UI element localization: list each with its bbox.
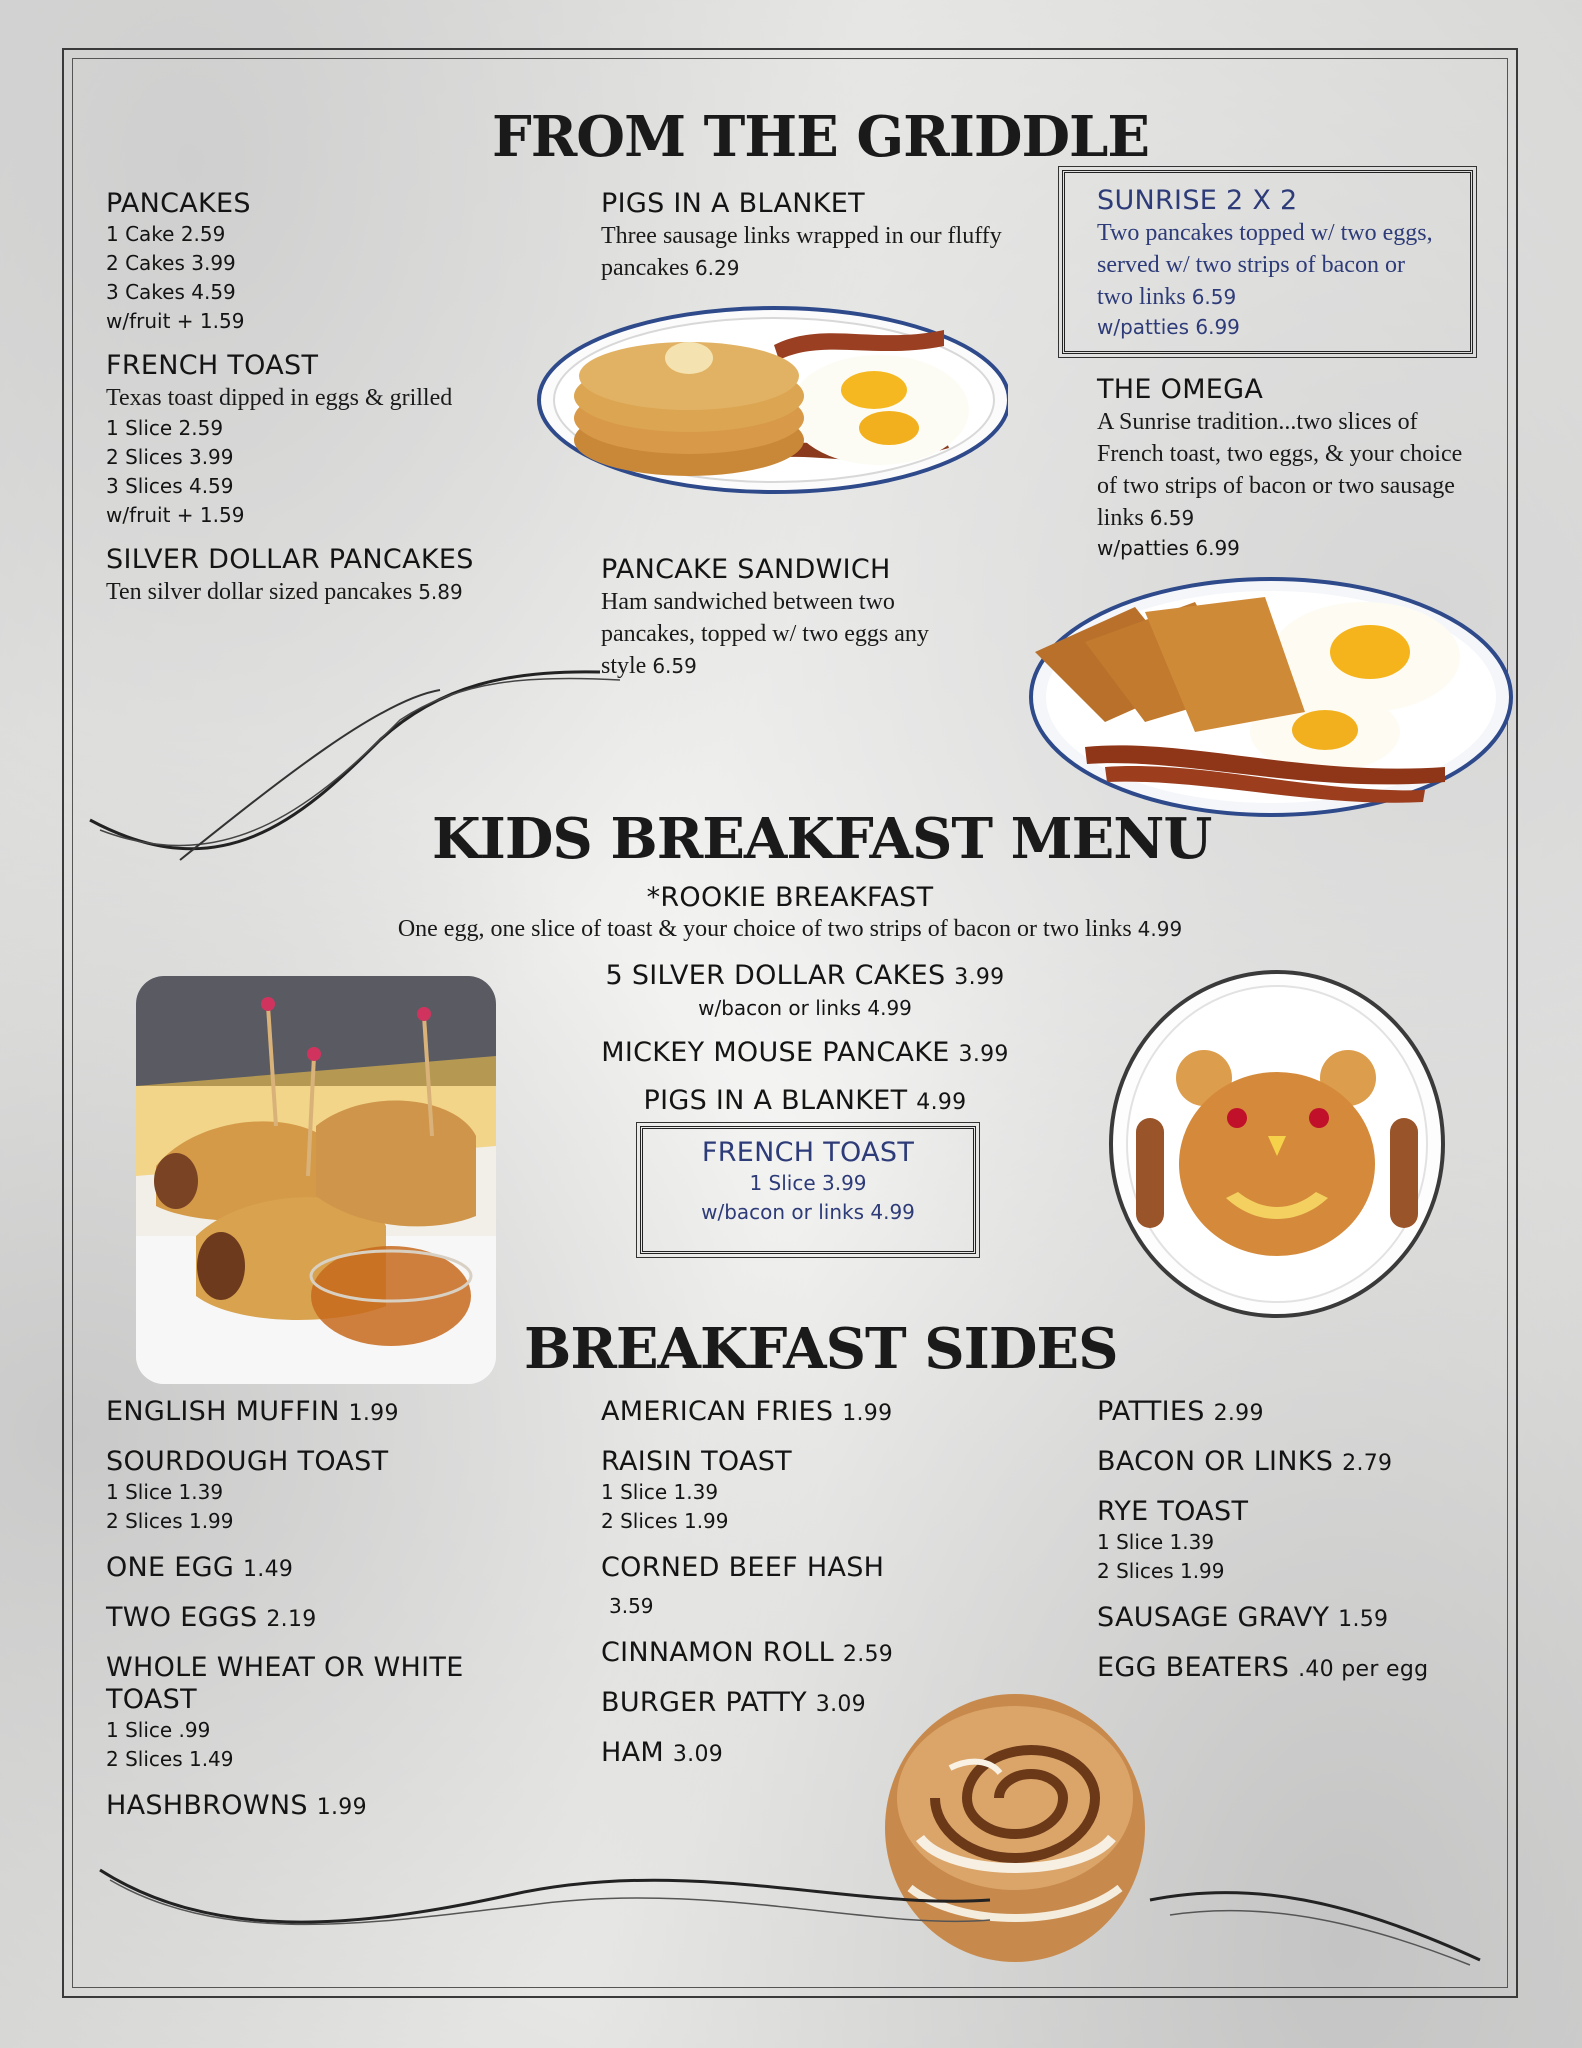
pigs-in-blanket-photo	[136, 976, 496, 1384]
pigs-title: PIGS IN A BLANKET	[601, 188, 865, 219]
pancake-sandwich-desc: Ham sandwiched between two pancakes, topped w/ two eggs any style 6.59	[601, 589, 929, 679]
side-item: CORNED BEEF HASH	[601, 1552, 885, 1583]
side-item: ONE EGG 1.49	[106, 1552, 294, 1583]
pigs-block	[601, 188, 1021, 284]
mickey-pancake-photo	[1106, 968, 1448, 1320]
sides-col-1	[106, 1396, 546, 1824]
silver-dollar-desc: Ten silver dollar sized pancakes 5.89	[106, 579, 463, 605]
omega-extra: w/patties 6.99	[1097, 536, 1240, 560]
griddle-heading: FROM THE GRIDDLE	[492, 104, 1150, 170]
french-toast-line: 2 Slices 3.99	[106, 445, 234, 469]
side-item: HASHBROWNS 1.99	[106, 1790, 367, 1821]
side-item: TWO EGGS 2.19	[106, 1602, 317, 1633]
pancakes-line: 3 Cakes 4.59	[106, 280, 236, 304]
side-item: SOURDOUGH TOAST	[106, 1446, 389, 1477]
sunrise-extra: w/patties 6.99	[1097, 315, 1240, 339]
rookie-block	[250, 882, 1330, 944]
omega-block	[1097, 374, 1497, 563]
kids-french-toast-line: 1 Slice 3.99	[749, 1171, 867, 1195]
french-toast-plate-drawing	[1025, 572, 1517, 822]
kids-silver-title: 5 SILVER DOLLAR CAKES 3.99	[605, 960, 1005, 991]
mickey-pancake-drawing	[1106, 968, 1448, 1320]
pancake-plate-image	[524, 300, 1008, 500]
side-item-line: 2 Slices 1.49	[106, 1747, 234, 1771]
omega-title: THE OMEGA	[1097, 374, 1264, 405]
side-item: EGG BEATERS .40 per egg	[1097, 1652, 1429, 1683]
kids-mickey-title: MICKEY MOUSE PANCAKE 3.99	[601, 1037, 1009, 1068]
side-item: ENGLISH MUFFIN 1.99	[106, 1396, 399, 1427]
side-item: RYE TOAST	[1097, 1496, 1249, 1527]
french-toast-line: w/fruit + 1.59	[106, 503, 245, 527]
side-item-line: 1 Slice .99	[106, 1718, 211, 1742]
side-item: RAISIN TOAST	[601, 1446, 792, 1477]
sides-heading: BREAKFAST SIDES	[524, 1316, 1118, 1382]
pancakes-line: w/fruit + 1.59	[106, 309, 245, 333]
side-item-line: 1 Slice 1.39	[601, 1480, 719, 1504]
side-item: BURGER PATTY 3.09	[601, 1687, 866, 1718]
rookie-desc: One egg, one slice of toast & your choice of two strips of bacon or two links 4.99	[397, 916, 1183, 942]
french-toast-plate-image	[1025, 572, 1517, 822]
french-toast-line: 3 Slices 4.59	[106, 474, 234, 498]
side-item-cont: TOAST	[106, 1684, 197, 1715]
side-item: CINNAMON ROLL 2.59	[601, 1637, 894, 1668]
sunrise-title: SUNRISE 2 X 2	[1097, 185, 1298, 216]
side-item-line: 2 Slices 1.99	[601, 1509, 729, 1533]
pigs-in-blanket-drawing	[136, 976, 496, 1384]
side-item-line: 2 Slices 1.99	[1097, 1559, 1225, 1583]
kids-french-toast-title: FRENCH TOAST	[701, 1137, 915, 1168]
french-toast-line: 1 Slice 2.59	[106, 416, 224, 440]
side-item: WHOLE WHEAT OR WHITE	[106, 1652, 464, 1683]
sunrise-box	[1062, 170, 1473, 354]
side-item: HAM 3.09	[601, 1737, 724, 1768]
pancakes-line: 2 Cakes 3.99	[106, 251, 236, 275]
sunrise-desc: Two pancakes topped w/ two eggs, served w/ two strips of bacon or two links 6.59	[1097, 220, 1433, 310]
side-item-line: 2 Slices 1.99	[106, 1509, 234, 1533]
side-item-price: 3.59	[609, 1594, 654, 1618]
french-toast-desc: Texas toast dipped in eggs & grilled	[106, 385, 453, 411]
pigs-desc: Three sausage links wrapped in our fluffy pancakes 6.29	[601, 223, 1002, 281]
kids-french-toast-line: w/bacon or links 4.99	[701, 1200, 915, 1224]
side-item-line: 1 Slice 1.39	[106, 1480, 224, 1504]
silver-dollar-title: SILVER DOLLAR PANCAKES	[106, 544, 474, 575]
side-item-line: 1 Slice 1.39	[1097, 1530, 1215, 1554]
french-toast-title: FRENCH TOAST	[106, 350, 319, 381]
kids-items	[500, 960, 1110, 1119]
kids-silver-extra: w/bacon or links 4.99	[698, 996, 912, 1020]
side-item: PATTIES 2.99	[1097, 1396, 1264, 1427]
pancake-plate-drawing	[524, 300, 1008, 500]
kids-heading: KIDS BREAKFAST MENU	[432, 806, 1212, 872]
side-item: AMERICAN FRIES 1.99	[601, 1396, 893, 1427]
omega-desc: A Sunrise tradition...two slices of French toast, two eggs, & your choice of two strips of bacon or two sausage links 6.59	[1097, 409, 1463, 531]
pancake-sandwich-title: PANCAKE SANDWICH	[601, 554, 891, 585]
side-item: BACON OR LINKS 2.79	[1097, 1446, 1393, 1477]
rookie-title: *ROOKIE BREAKFAST	[646, 882, 934, 913]
griddle-col-left	[106, 188, 526, 608]
kids-pigs-title: PIGS IN A BLANKET 4.99	[643, 1085, 967, 1116]
side-item: SAUSAGE GRAVY 1.59	[1097, 1602, 1389, 1633]
kids-french-toast-box	[640, 1126, 976, 1254]
pancakes-line: 1 Cake 2.59	[106, 222, 226, 246]
swirl-ornament-bottom	[90, 1840, 1490, 1970]
pancake-sandwich-block	[601, 554, 981, 682]
pancakes-title: PANCAKES	[106, 188, 251, 219]
sides-col-3	[1097, 1396, 1517, 1686]
